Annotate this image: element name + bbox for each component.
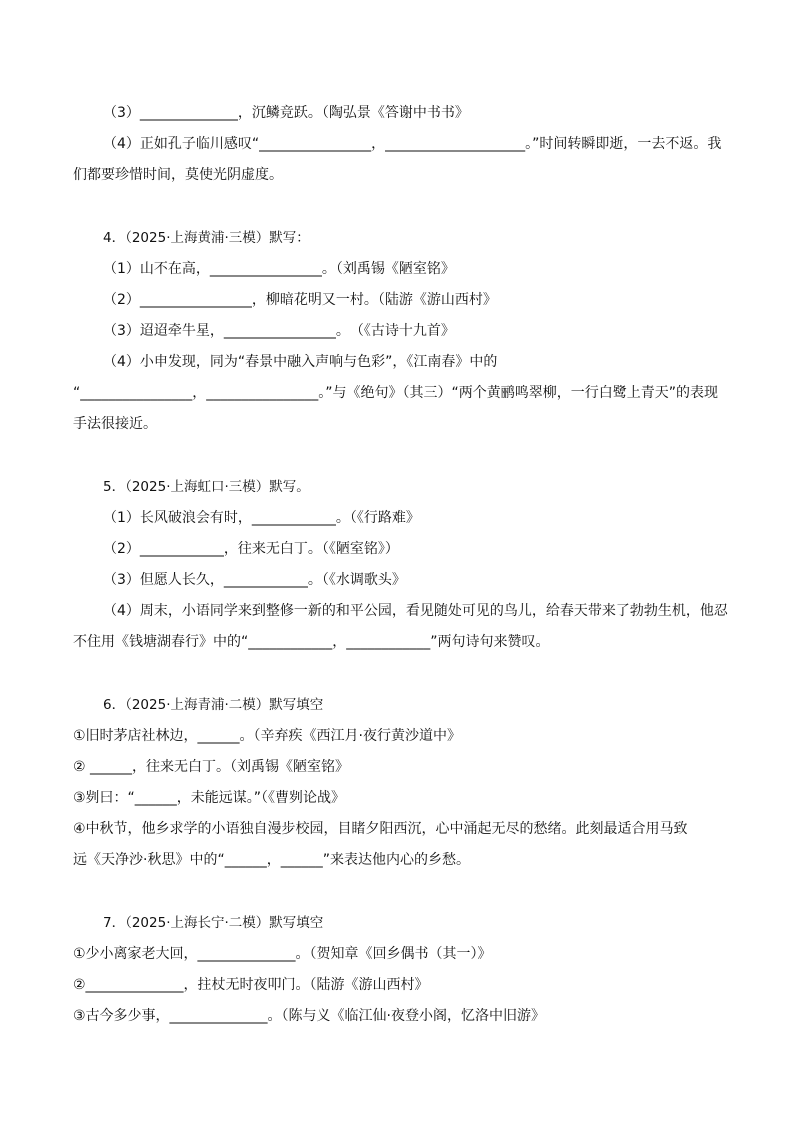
- q4-4-continuation-2: 手法很接近。: [73, 416, 157, 432]
- q5-4-line: （4）周末，小语同学来到整修一新的和平公园，看见随处可见的鸟儿，给春天带来了勃勃生机，他忍: [103, 603, 728, 619]
- q6-4-line: ④中秋节，他乡求学的小语独自漫步校园，目睹夕阳西沉，心中涌起无尽的愁绪。此刻最适合用马致: [73, 821, 688, 837]
- question-5-heading: 5．（2025·上海虹口·三模）默写。: [103, 479, 310, 495]
- q5-1-line: （1）长风破浪会有时，____________。（《行路难》: [103, 510, 420, 526]
- q3-4-continuation: 们都要珍惜时间，莫使光阴虚度。: [73, 167, 283, 183]
- q5-4-continuation: 不住用《钱塘湖春行》中的“____________，____________”两句诗句来赞叹。: [73, 634, 550, 650]
- question-6-heading: 6．（2025·上海青浦·二模）默写填空: [103, 697, 324, 713]
- q6-4-continuation: 远《天净沙·秋思》中的“______，______”来表达他内心的乡愁。: [73, 852, 470, 868]
- q4-4-line: （4）小申发现，同为“春景中融入声响与色彩”，《江南春》中的: [103, 354, 498, 370]
- q7-1-line: ①少小离家老大回，______________。（贺知章《回乡偶书（其一）》: [73, 946, 492, 962]
- question-4-heading: 4．（2025·上海黄浦·三模）默写：: [103, 230, 310, 246]
- q3-4-line: （4）正如孔子临川感叹“________________，____________________。”时间转瞬即逝，一去不返。我: [103, 136, 722, 152]
- q4-1-line: （1）山不在高，________________。（刘禹锡《陋室铭》: [103, 261, 455, 277]
- q3-3-line: （3）______________，沉鳞竞跃。（陶弘景《答谢中书书》: [103, 105, 469, 121]
- q6-1-line: ①旧时茅店社林边，______。（辛弃疾《西江月·夜行黄沙道中》: [73, 728, 461, 744]
- q6-3-line: ③刿曰：“______，未能远谋。”（《曹刿论战》: [73, 790, 346, 806]
- q6-2-line: ② ______，往来无白丁。（刘禹锡《陋室铭》: [73, 759, 349, 775]
- q7-3-line: ③古今多少事，______________。（陈与义《临江仙·夜登小阁，忆洛中旧游》: [73, 1008, 545, 1024]
- q4-4-continuation: “________________，________________。”与《绝句》（其三）“两个黄鹂鸣翠柳，一行白鹭上青天”的表现: [73, 385, 719, 401]
- q7-2-line: ②______________，拄杖无时夜叩门。（陆游《游山西村》: [73, 977, 429, 993]
- question-7-heading: 7．（2025·上海长宁·二模）默写填空: [103, 915, 324, 931]
- q4-3-line: （3）迢迢牵牛星，________________。 （《古诗十九首》: [103, 323, 455, 339]
- q5-3-line: （3）但愿人长久，____________。（《水调歌头》: [103, 572, 406, 588]
- q4-2-line: （2）________________，柳暗花明又一村。（陆游《游山西村》: [103, 292, 497, 308]
- q5-2-line: （2）____________，往来无白丁。（《陋室铭》）: [103, 541, 399, 557]
